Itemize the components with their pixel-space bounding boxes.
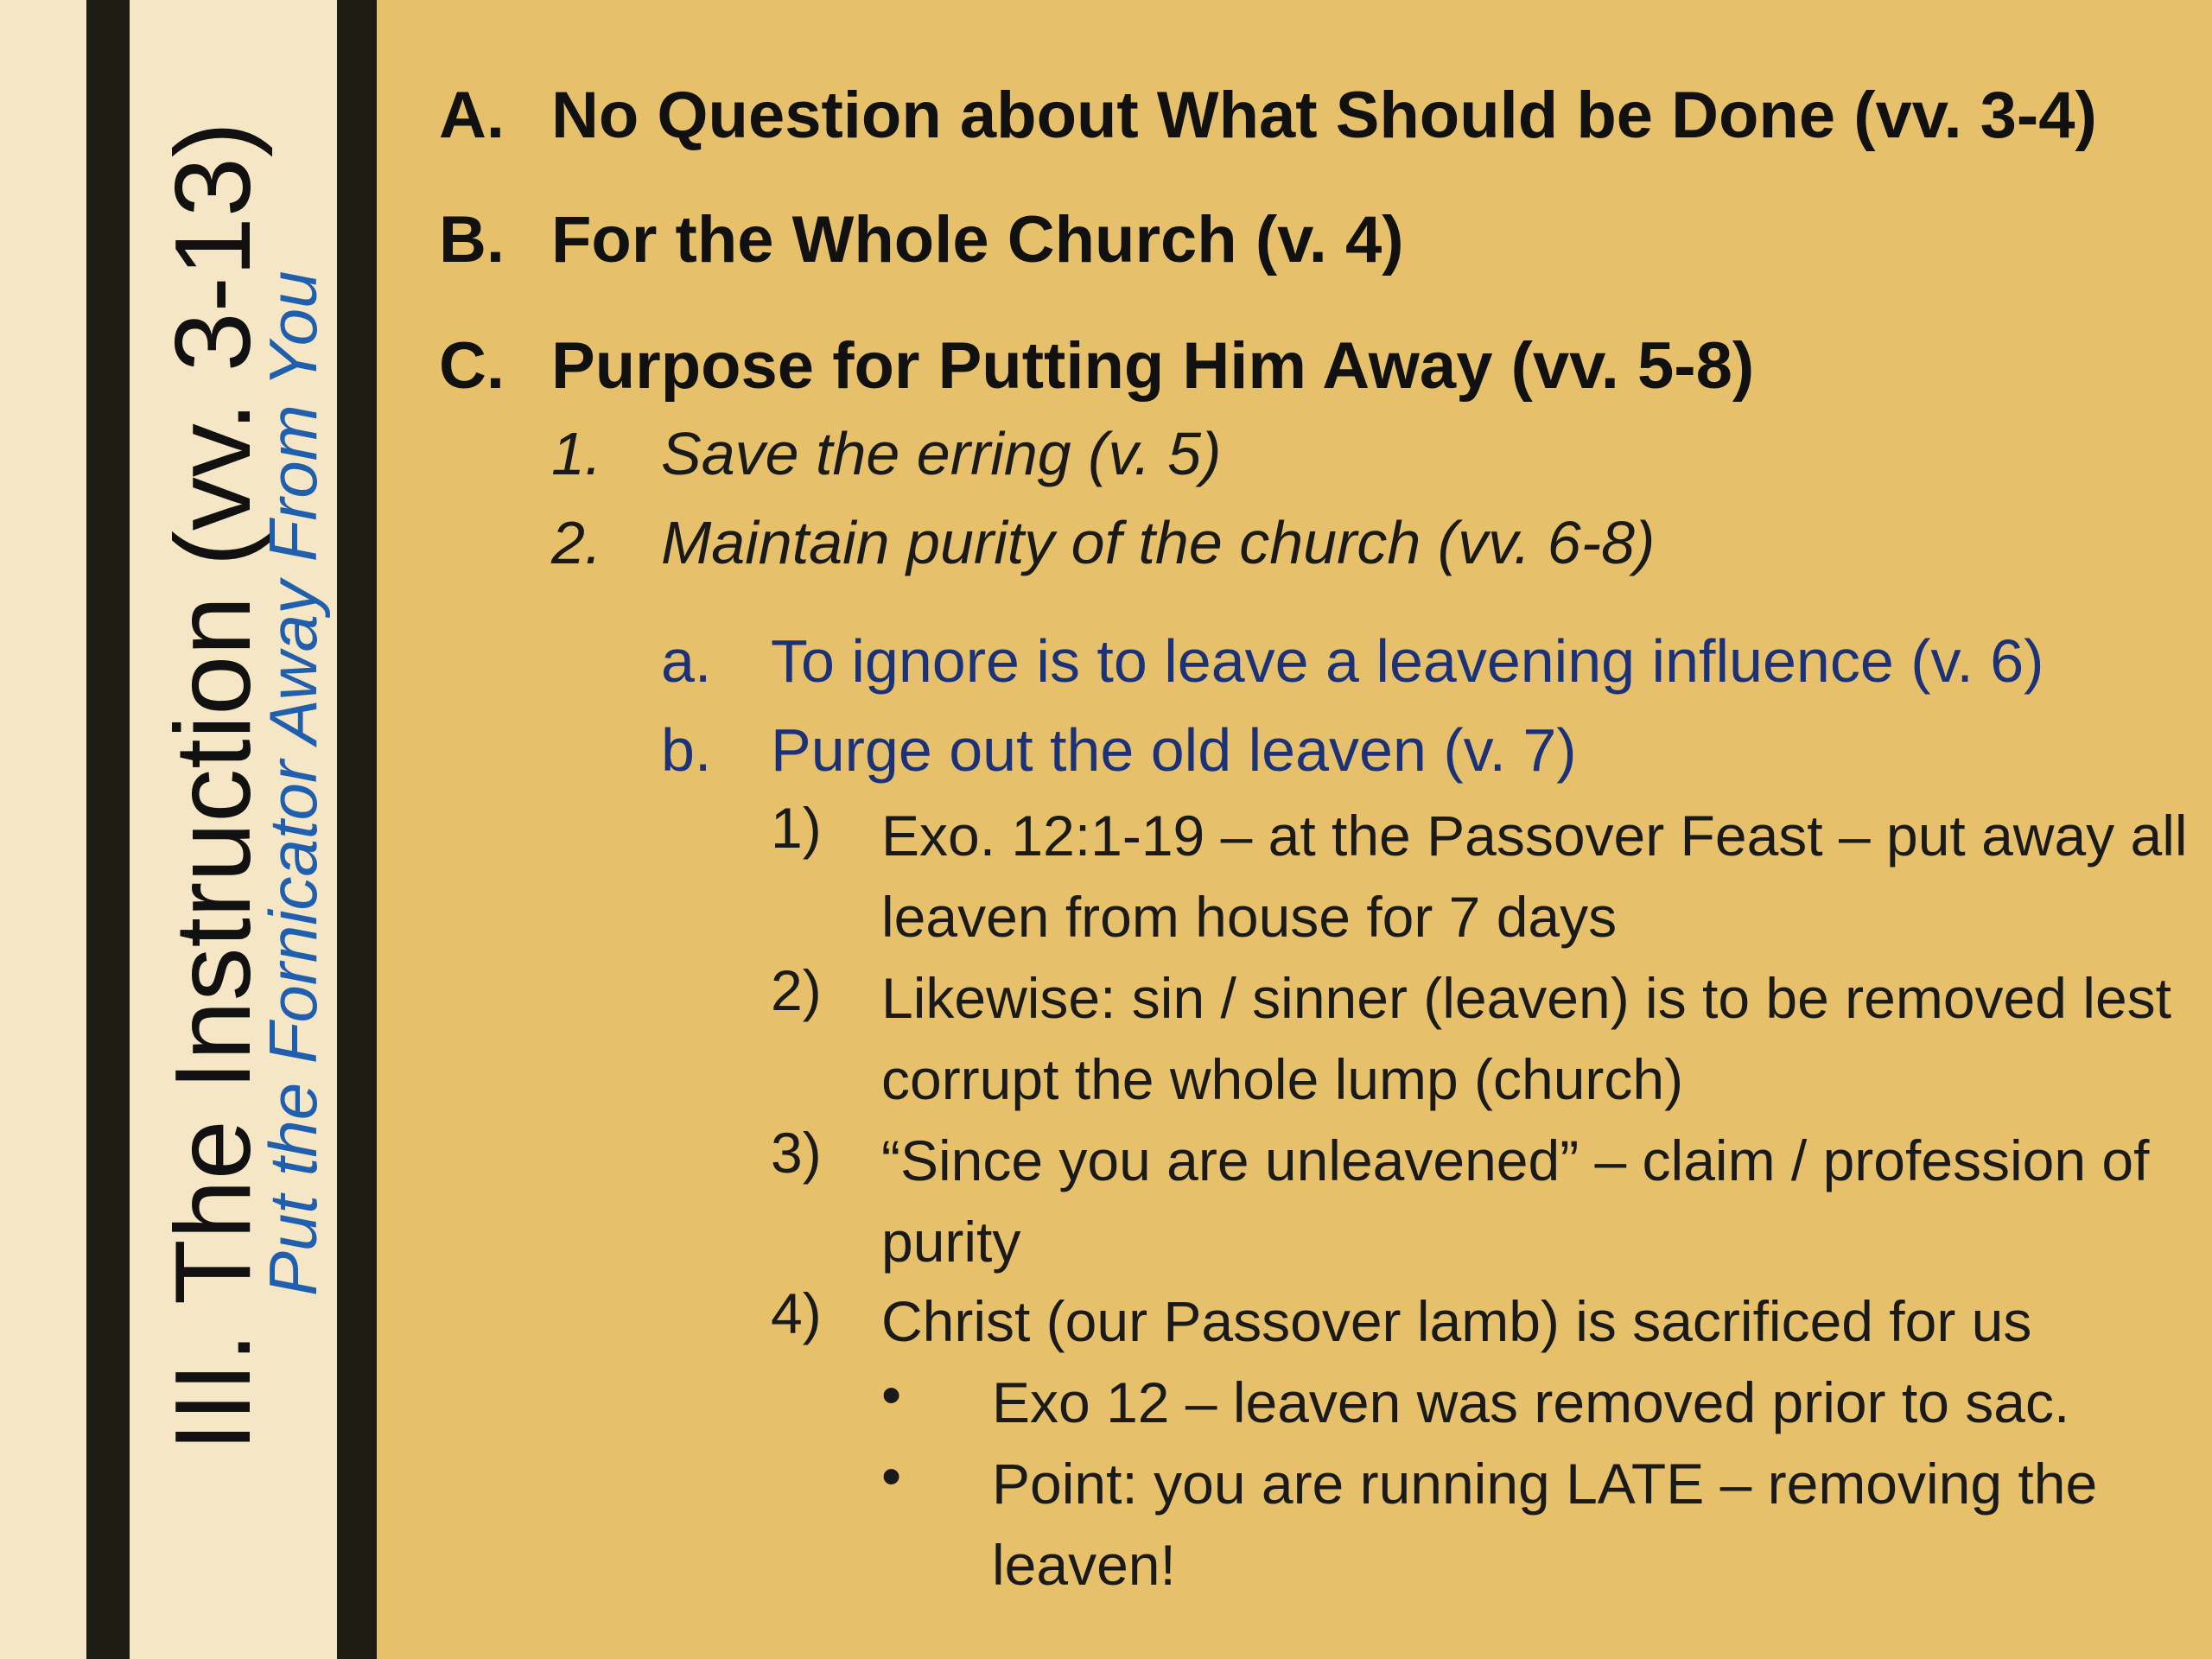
- detail-1-text: [881, 795, 2188, 957]
- subpoint-2-text: Maintain purity of the church (vv. 6-8): [661, 509, 1656, 576]
- point-b-label: B.: [439, 203, 505, 276]
- slide-title: III. The Instruction (vv. 3-13): [154, 121, 273, 1452]
- detail-2-label: 2): [771, 958, 822, 1022]
- detail-2-line-1: Likewise: sin / sinner (leaven) is to be removed lest: [881, 966, 2171, 1030]
- subpoint-b-label: b.: [661, 716, 712, 784]
- bullet-2-line-1: Point: you are running LATE – removing the: [992, 1452, 2098, 1516]
- bullet-1-text: [992, 1362, 2069, 1443]
- subpoint-1-label: 1.: [551, 420, 602, 487]
- detail-3-label: 3): [771, 1121, 822, 1185]
- bullet-1-line-1: Exo 12 – leaven was removed prior to sac.: [992, 1370, 2070, 1434]
- point-b-text: For the Whole Church (v. 4): [551, 203, 1404, 276]
- point-a-text: No Question about What Should be Done (vv. 3-4): [551, 79, 2097, 152]
- detail-3-line-2: purity: [881, 1210, 1021, 1274]
- detail-1-line-2: leaven from house for 7 days: [881, 885, 1618, 949]
- point-a-label: A.: [439, 79, 505, 152]
- detail-1-line-1: Exo. 12:1-19 – at the Passover Feast – put away all: [881, 804, 2188, 868]
- detail-2-line-2: corrupt the whole lump (church): [881, 1047, 1684, 1111]
- bullet-1-marker: •: [881, 1363, 902, 1427]
- detail-4-line-1: Christ (our Passover lamb) is sacrificed for us: [881, 1289, 2032, 1353]
- subpoint-b-text: Purge out the old leaven (v. 7): [771, 716, 1577, 784]
- point-c-text: Purpose for Putting Him Away (vv. 5-8): [551, 329, 1755, 403]
- point-c-label: C.: [439, 329, 505, 403]
- detail-4-label: 4): [771, 1281, 822, 1345]
- detail-1-label: 1): [771, 796, 822, 860]
- subpoint-a-label: a.: [661, 627, 712, 695]
- bullet-2-line-2: leaven!: [992, 1533, 1176, 1597]
- bullet-2-text: [992, 1443, 2097, 1605]
- subpoint-1-text: Save the erring (v. 5): [661, 420, 1222, 487]
- subpoint-a-text: To ignore is to leave a leavening influence (v. 6): [771, 627, 2044, 695]
- bullet-2-marker: •: [881, 1444, 902, 1508]
- detail-4-text: [881, 1281, 2031, 1362]
- detail-3-text: [881, 1120, 2149, 1282]
- subpoint-2-label: 2.: [551, 509, 602, 576]
- detail-2-text: [881, 957, 2171, 1120]
- detail-3-line-1: “Since you are unleavened” – claim / profession of: [881, 1128, 2150, 1192]
- slide-subtitle: Put the Fornicator Away From You: [255, 270, 331, 1296]
